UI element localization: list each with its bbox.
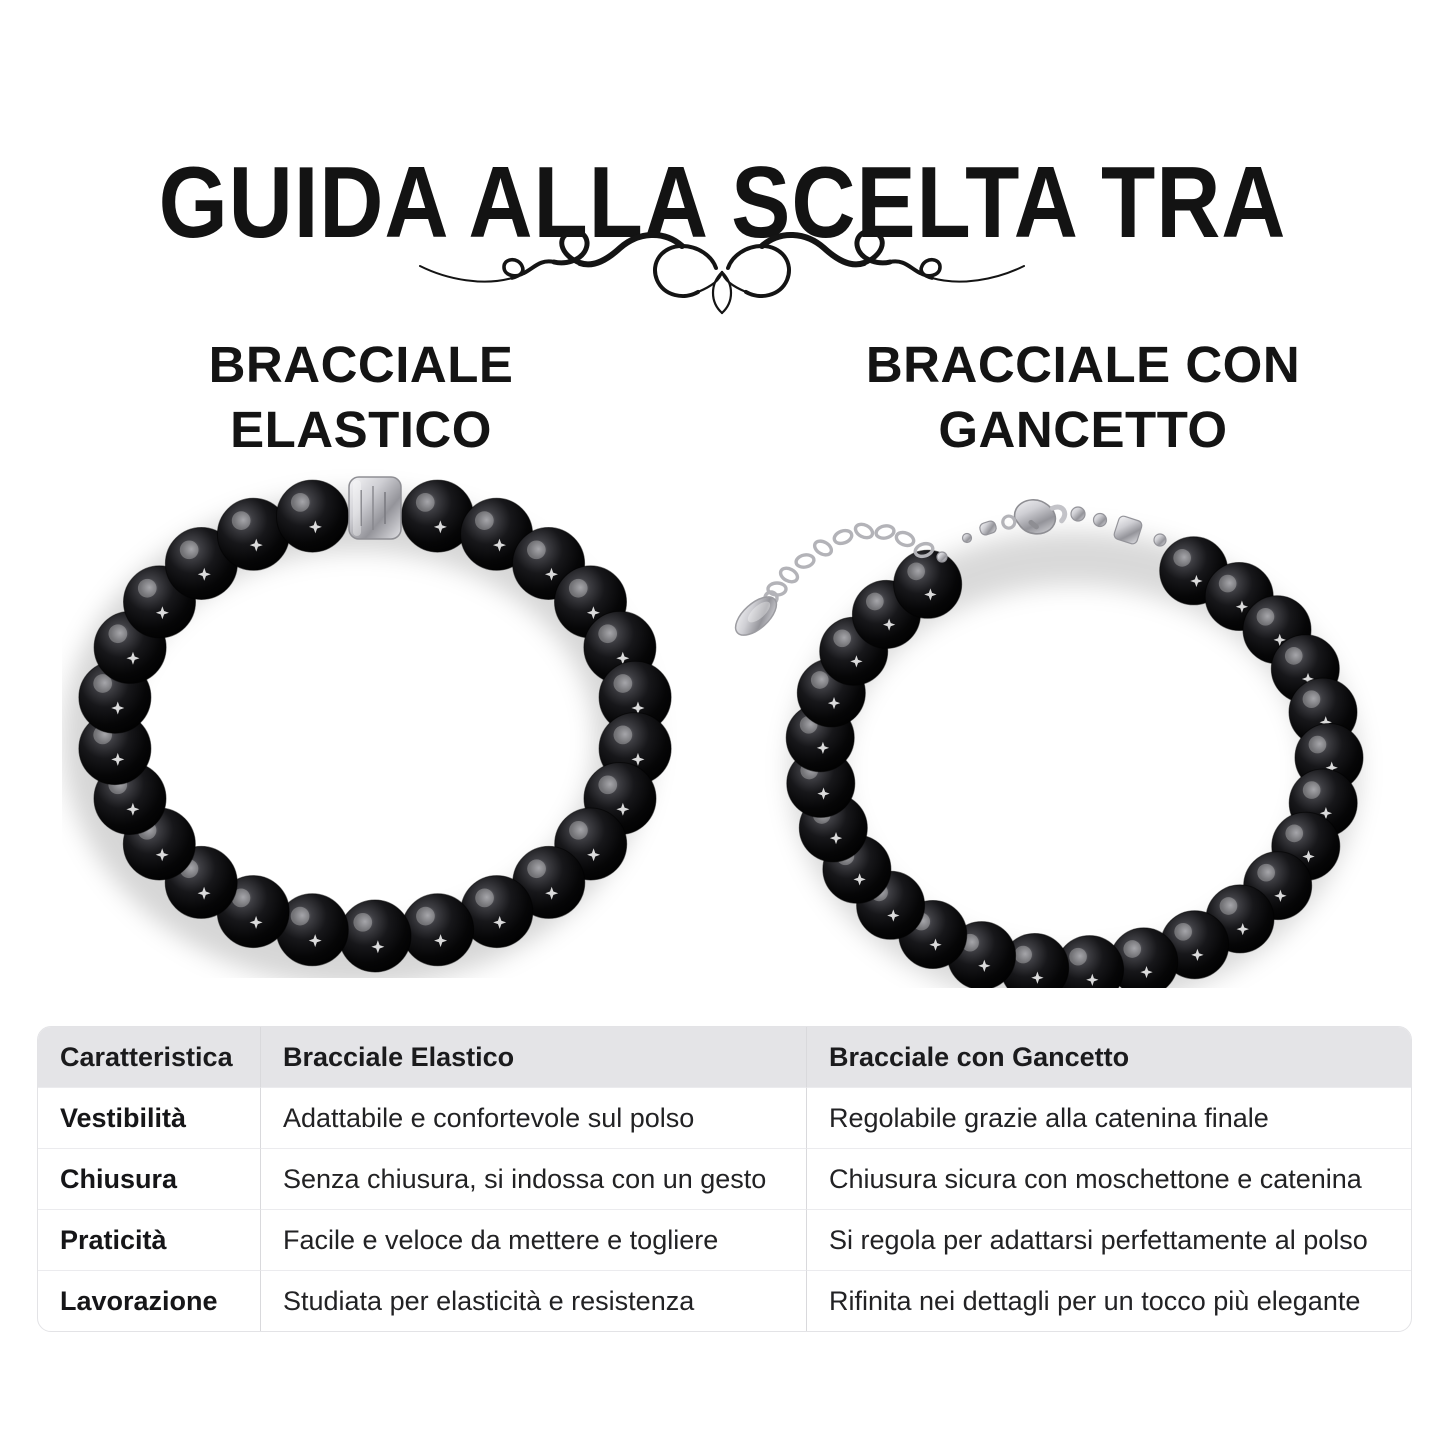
col-header-caratteristica: Caratteristica (38, 1027, 260, 1087)
heading-line: BRACCIALE (208, 336, 514, 393)
col-header-gancetto: Bracciale con Gancetto (806, 1027, 1411, 1087)
elastico-cell: Adattabile e confortevole sul polso (260, 1087, 806, 1148)
table-row (38, 1209, 1411, 1270)
table-header-row (38, 1027, 1411, 1087)
clasp-bracelet-photo (712, 458, 1418, 988)
gancetto-cell: Si regola per adattarsi perfettamente al polso (806, 1209, 1411, 1270)
gancetto-cell: Chiusura sicura con moschettone e catenina (806, 1148, 1411, 1209)
silver-clasp-bead (349, 477, 401, 539)
feature-cell: Chiusura (38, 1148, 260, 1209)
elastic-bracelet-photo (62, 468, 688, 978)
feature-cell: Praticità (38, 1209, 260, 1270)
page-title: GUIDA ALLA SCELTA TRA (158, 146, 1287, 259)
gancetto-cell: Regolabile grazie alla catenina finale (806, 1087, 1411, 1148)
heading-line: ELASTICO (230, 401, 492, 459)
elastico-cell: Studiata per elasticità e resistenza (260, 1270, 806, 1331)
elastico-cell: Senza chiusura, si indossa con un gesto (260, 1148, 806, 1209)
flourish-divider (412, 218, 1032, 318)
elastico-cell: Facile e veloce da mettere e togliere (260, 1209, 806, 1270)
table-row (38, 1148, 1411, 1209)
gancetto-cell: Rifinita nei dettagli per un tocco più elegante (806, 1270, 1411, 1331)
table-row (38, 1087, 1411, 1148)
heading-bracciale-con-gancetto (722, 332, 1444, 463)
comparison-table (37, 1026, 1412, 1332)
feature-cell: Vestibilità (38, 1087, 260, 1148)
flourish-icon (412, 218, 1032, 318)
heading-line: BRACCIALE CON (865, 336, 1301, 393)
col-header-elastico: Bracciale Elastico (260, 1027, 806, 1087)
heading-line: GANCETTO (938, 401, 1228, 459)
table-row (38, 1270, 1411, 1331)
heading-bracciale-elastico (0, 332, 722, 463)
brand-tag (729, 590, 783, 642)
feature-cell: Lavorazione (38, 1270, 260, 1331)
